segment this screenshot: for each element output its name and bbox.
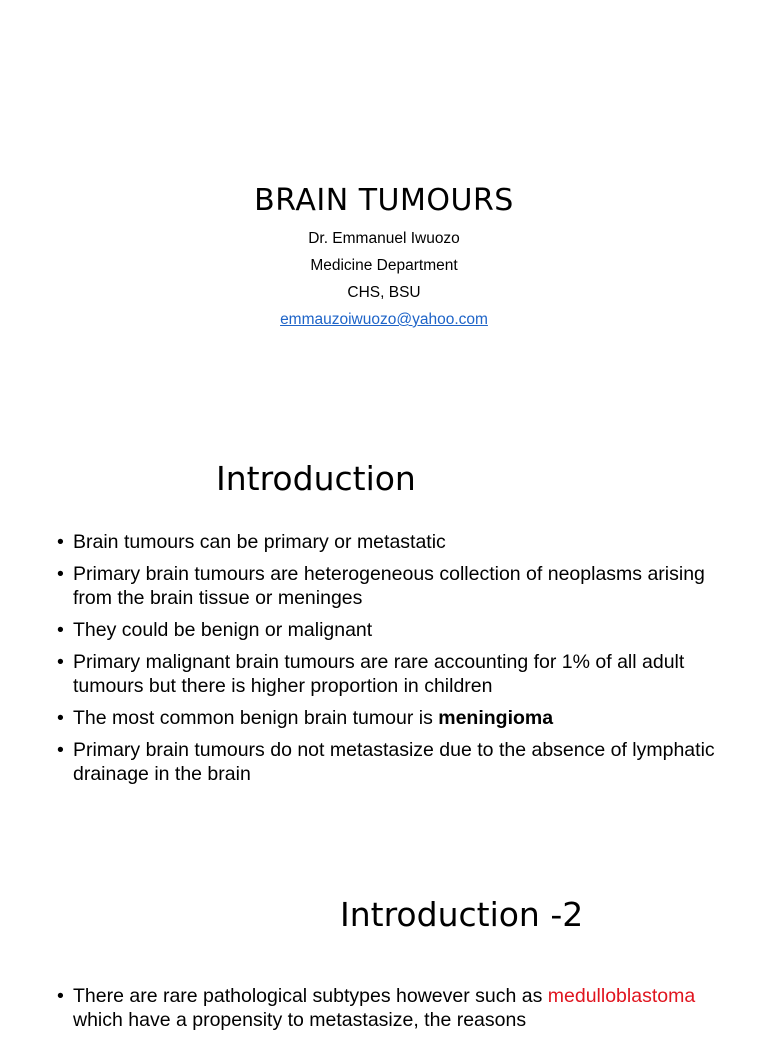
author-name: Dr. Emmanuel Iwuozo: [308, 230, 460, 247]
bullet-item: • Primary brain tumours do not metastasize due to the absence of lymphatic drainage in the brain: [57, 738, 717, 786]
introduction-2-heading: Introduction -2: [340, 895, 584, 934]
email-link[interactable]: emmauzoiwuozo@yahoo.com: [280, 311, 488, 328]
emphasis-term: meningioma: [438, 707, 554, 729]
title-slide: [0, 0, 768, 420]
introduction-heading: Introduction: [216, 459, 416, 498]
introduction-bullet-list: [57, 530, 717, 794]
bullet-item: • Primary brain tumours are heterogeneous collection of neoplasms arising from the brain tissue or meninges: [57, 562, 717, 610]
presentation-title: BRAIN TUMOURS: [254, 183, 514, 218]
bullet-item: • Brain tumours can be primary or metastatic: [57, 530, 717, 554]
highlighted-term: medulloblastoma: [547, 985, 696, 1007]
institution: CHS, BSU: [347, 284, 421, 301]
bullet-item: • They could be benign or malignant: [57, 618, 717, 642]
department: Medicine Department: [310, 257, 458, 274]
introduction-2-bullet-list: [57, 984, 727, 1040]
bullet-item: • There are rare pathological subtypes however such as medulloblastoma which have a propensity to metastasize, the reasons: [57, 984, 727, 1032]
email-line: [0, 310, 768, 330]
bullet-item: • The most common benign brain tumour is meningioma: [57, 706, 717, 730]
bullet-item: • Primary malignant brain tumours are rare accounting for 1% of all adult tumours but there is higher proportion in children: [57, 650, 717, 698]
